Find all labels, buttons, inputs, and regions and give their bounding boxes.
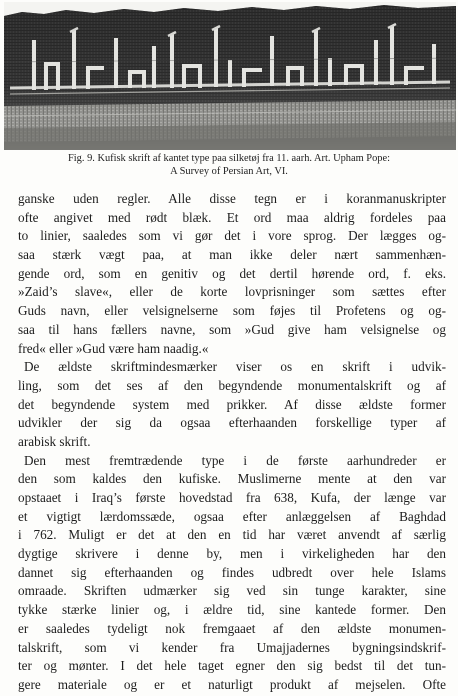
figure-kufic-silk-image — [4, 2, 456, 150]
text-line: De ældste skriftmindesmærker viser os en skrift i udvik- — [24, 359, 446, 375]
text-line: to linier, saaledes som vi gør det i vore sprog. Der lægges og- — [18, 228, 446, 244]
text-line: i 762. Muligt er det at den en tid har været anvendt af særlig — [18, 527, 446, 543]
text-line: opstaaet i Iraq’s første hovedstad fra 638, Kufa, der længe var — [18, 490, 446, 505]
text-line: ofte angivet med rødt blæk. Et ord maa aldrig fordeles paa — [18, 209, 446, 225]
text-line: ganske uden regler. Alle disse tegn er i koranmanuskripter — [18, 191, 446, 206]
text-line: »Zaid’s slave«, eller de korte lovprisninger som sættes efter — [18, 284, 446, 300]
text-line: gere materiale og er et naturligt produkt af mejselen. Ofte — [18, 676, 446, 692]
paragraph — [18, 190, 446, 358]
text-line: ling, som det ses af den begyndende monumentalskrift og af — [18, 377, 446, 393]
paragraph — [18, 452, 446, 695]
kufic-silk-fabric-picture — [4, 2, 456, 150]
paragraph — [18, 358, 446, 451]
text-line: fred« eller »Gud være ham naadig.« — [18, 340, 209, 356]
text-line: omraade. Skriften udmærker sig ved sin tunge karakter, sine — [18, 583, 446, 599]
text-line: arabisk skrift. — [18, 433, 91, 449]
text-line: det begyndende system med prikker. Af disse ældste former — [18, 396, 446, 412]
text-line: ter og mønter. I det hele taget egner den sig bedst til det tun- — [18, 658, 446, 674]
text-line: Den mest fremtrædende type i de første aarhundreder er — [24, 452, 446, 468]
text-line: et vigtigt lærdomssæde, ogsaa efter anlæggelsen af Baghdad — [18, 508, 446, 524]
text-line: den som kaldes den kufiske. Muslimerne mente at den var — [18, 471, 446, 487]
caption-line-2: A Survey of Persian Art, VI. — [170, 166, 288, 177]
text-line: tykke stærke linier og, i ældre tid, sine kantede former. Den — [18, 602, 446, 618]
text-line: talskrift, som vi kender fra Umajjadernes bygningsindskrif- — [18, 639, 446, 655]
text-line: saa stærk vægt paa, at man ikke deler nært sammenhæn- — [18, 247, 446, 263]
text-line: Guds navn, eller velsignelserne som føjes til Profetens og og- — [18, 303, 446, 319]
text-line: er saaledes tydeligt nok fremgaaet af den ældste monumen- — [18, 620, 446, 636]
text-line: udvikler der sig da ogsaa efterhaanden forskellige typer af — [18, 415, 446, 431]
text-line: saa til hans fællers navne, som »Gud give ham velsignelse og — [18, 321, 446, 337]
figure-caption — [20, 152, 438, 178]
body-text — [18, 190, 446, 695]
text-line: dygtige skrivere i denne by, men i virkeligheden har den — [18, 546, 446, 562]
text-line: gende ord, som en genitiv og det dertil hørende ord, f. eks. — [18, 265, 446, 281]
caption-line-1: Fig. 9. Kufisk skrift af kantet type paa silketøj fra 11. aarh. Art. Upham Pope: — [68, 153, 390, 164]
text-line: dannet sig efterhaanden og findes udbredt over hele Islams — [18, 564, 446, 580]
